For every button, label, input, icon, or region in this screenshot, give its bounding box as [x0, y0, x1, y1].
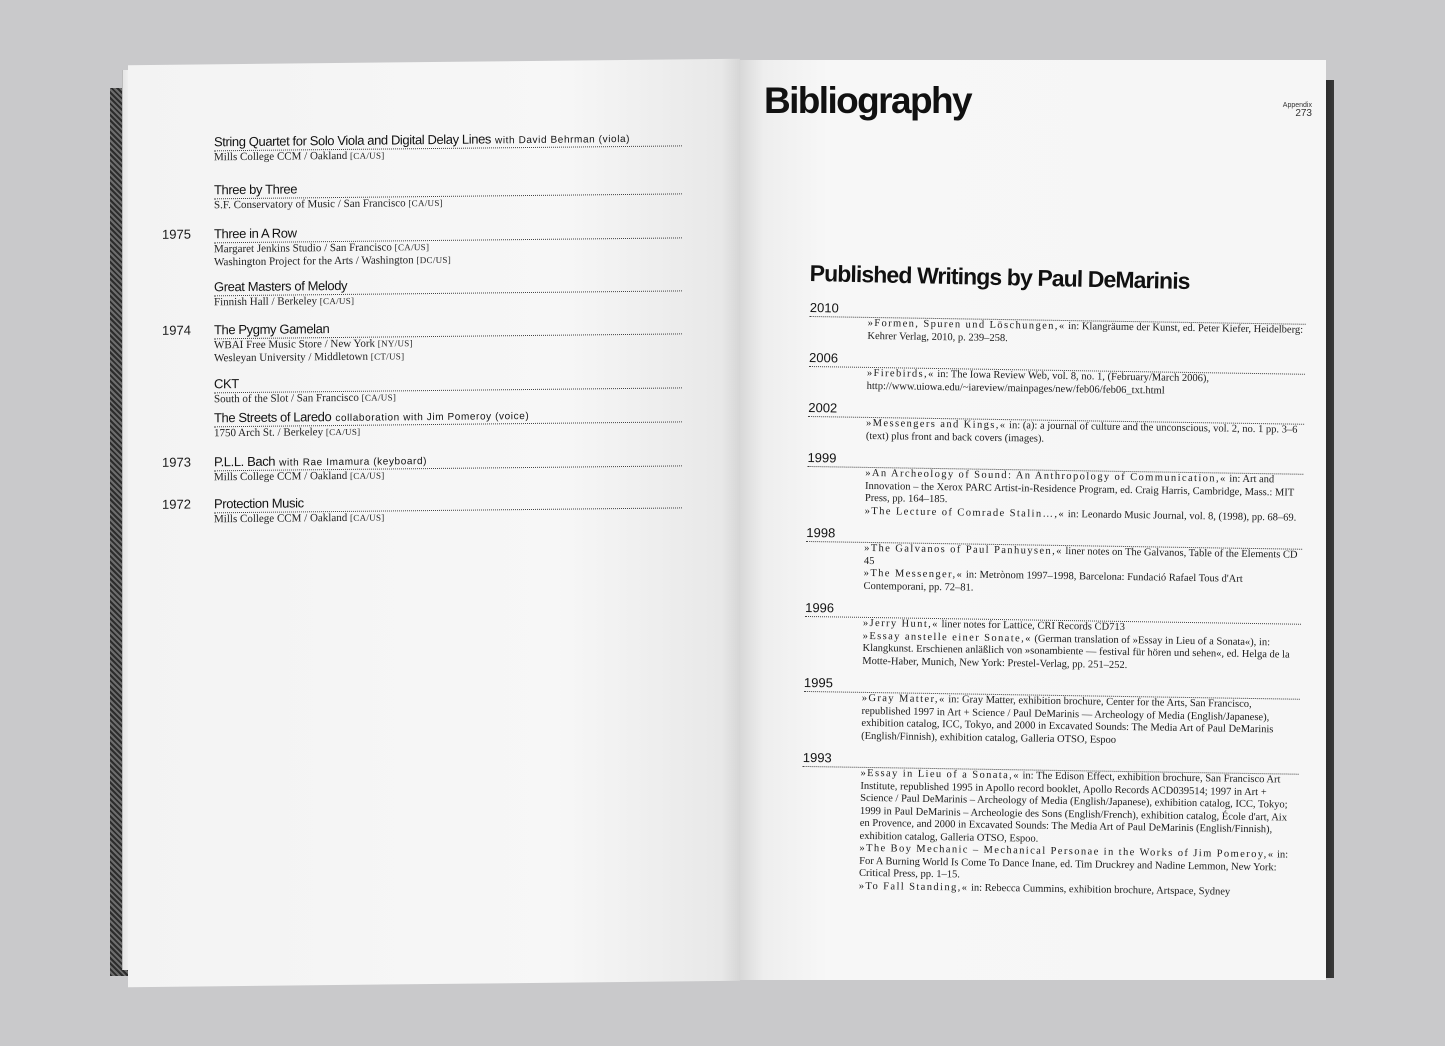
year-heading: 2010: [810, 300, 1306, 325]
entry-title: »An Archeology of Sound: An Anthropology of Communication,«: [865, 467, 1227, 485]
bibliography-entry: [861, 693, 1300, 750]
year-block: [805, 525, 1302, 600]
year-heading: 1999: [807, 450, 1303, 475]
venue-text: Mills College CCM / Oakland: [214, 469, 348, 484]
work-entry: [162, 491, 682, 526]
work-year: 1974: [162, 322, 191, 338]
work-entry: [162, 274, 682, 309]
entry-title: »Messengers and Kings,«: [865, 417, 1007, 432]
bibliography-entry: [859, 768, 1298, 850]
venue-text: South of the Slot / San Francisco: [214, 391, 359, 406]
entry-title: »The Messenger,«: [863, 567, 964, 581]
work-title: P.L.L. Bach: [214, 453, 276, 470]
entry-title: »Essay anstelle einer Sonate,«: [862, 630, 1032, 645]
year-heading: 1993: [803, 750, 1299, 775]
appendix-label: Appendix: [1282, 102, 1312, 109]
venue-region-code: [DC/US]: [416, 254, 452, 266]
entry-title: »Essay in Lieu of a Sonata,«: [860, 767, 1020, 782]
year-heading: 1996: [805, 600, 1301, 625]
venue-region-code: [CT/US]: [370, 351, 405, 362]
work-title: Great Masters of Melody: [214, 277, 348, 295]
year-block: [807, 450, 1304, 525]
entry-title: »The Lecture of Comrade Stalin…,«: [864, 505, 1066, 520]
work-entry: [162, 449, 682, 484]
year-block: [809, 350, 1306, 400]
entry-details: in: Klangräume der Kunst, ed. Peter Kiefer, Heidelberg: Kehrer Verlag, 2010, p. 239–258.: [867, 321, 1304, 344]
year-heading: 2006: [809, 350, 1305, 375]
work-entry: [162, 177, 682, 212]
venue-text: S.F. Conservatory of Music / San Francisco: [214, 197, 406, 212]
page-marker: [1283, 102, 1312, 118]
venue-region-code: [CA/US]: [349, 150, 385, 161]
venue-text: 1750 Arch St. / Berkeley: [214, 426, 324, 440]
venue-region-code: [CA/US]: [349, 512, 385, 523]
work-title: Three by Three: [214, 181, 298, 198]
entry-details: in: The Edison Effect, exhibition brochure, San Francisco Art Institute, republished 1995 in Apollo record booklet, Apollo Records ACD039514; 1997 in Art + Science / Paul DeMarinis – Archeology of Media (English/Japanese), exhibition catalog, ICC, Tokyo; 1999 in Paul DeMarinis – Archeologie des Sons (English/French), exhibition catalog, École d'art, Aix en Provence, and 2000 in Excavated Sounds: The Media Art of Paul DeMarinis (English/Finnish), exhibition catalog, Galleria OTSO, Espoo.: [859, 770, 1288, 845]
work-year: 1972: [162, 496, 191, 512]
page-heading: Bibliography: [764, 80, 971, 121]
work-year: 1973: [162, 454, 191, 470]
venue-text: Washington Project for the Arts / Washington: [214, 254, 414, 269]
entry-title: »Jerry Hunt,«: [862, 617, 939, 631]
left-page: [128, 59, 740, 987]
right-page: [740, 60, 1326, 980]
year-heading: 1995: [804, 675, 1300, 700]
venue-text: Margaret Jenkins Studio / San Francisco: [214, 241, 392, 256]
work-title: The Streets of Laredo: [214, 409, 332, 426]
year-block: [801, 750, 1299, 900]
venue-text: Mills College CCM / Oakland: [214, 511, 348, 526]
venue-text: Finnish Hall / Berkeley: [214, 295, 317, 309]
work-year: 1975: [162, 226, 191, 242]
entry-details: in: Metrònom 1997–1998, Barcelona: Fundació Rafael Tous d'Art Contemporani, pp. 72–81.: [863, 569, 1243, 594]
entry-title: »The Galvanos of Paul Panhuysen,«: [864, 542, 1063, 558]
work-title: Three in A Row: [214, 225, 297, 242]
venue-text: Mills College CCM / Oakland: [214, 149, 348, 164]
entry-details: in: The Iowa Review Web, vol. 8, no. 1, (February/March 2006), http://www.uiowa.edu/~iareview/mainpages/new/feb06/feb06_txt.html: [866, 368, 1210, 397]
entry-details: in: For A Burning World Is Come To Dance Inane, ed. Tim Druckrey and Nadine Lemmon, New York: Critical Press, pp. 1–15.: [858, 849, 1289, 881]
venue-region-code: [CA/US]: [408, 197, 443, 209]
venue-region-code: [CA/US]: [394, 242, 430, 253]
work-title: CKT: [214, 376, 239, 392]
year-block: [809, 300, 1306, 350]
entry-title: »To Fall Standing,«: [858, 880, 969, 894]
year-heading: 1998: [806, 525, 1302, 550]
venue-region-code: [CA/US]: [325, 426, 361, 438]
bibliography-entry: [862, 630, 1301, 674]
work-entry: [162, 371, 682, 406]
entry-title: »The Boy Mechanic – Mechanical Personae in the Works of Jim Pomeroy,«: [859, 842, 1275, 861]
work-title: String Quartet for Solo Viola and Digital Delay Lines: [214, 131, 492, 150]
entry-details: (German translation of »Essay in Lieu of a Sonata«), in: Klangkunst. Erschienen anläßlich von »sonambiente — festival für hören und sehen«, ed. Helga de la Motte-Haber, Munich, New York: Prestel-Verlag, pp. 251–252.: [862, 633, 1290, 671]
year-block: [803, 675, 1300, 750]
entry-details: liner notes on The Galvanos, Table of the Elements CD 45: [863, 546, 1298, 567]
work-collaboration: collaboration with Jim Pomeroy (voice): [335, 411, 530, 425]
work-collaboration: with David Behrman (viola): [495, 133, 631, 147]
section-title: Published Writings by Paul DeMarinis: [809, 260, 1190, 294]
venue-text: Wesleyan University / Middletown: [214, 350, 369, 365]
entry-details: in: (a): a journal of culture and the unconscious, vol. 2, no. 1 pp. 3–6 (text) plus front and back covers (images).: [865, 420, 1298, 445]
year-heading: 2002: [808, 400, 1304, 425]
year-block: [804, 600, 1301, 675]
entry-details: in: Gray Matter, exhibition brochure, Center for the Arts, San Francisco, republished 1997 in Art + Science / Paul DeMarinis — Archeology of Media (English/Japanese), exhibition catalog, ICC, Tokyo, and 2000 in Excavated Sounds: The Media Art of Paul DeMarinis (English/Finnish), exhibition catalog, Galleria OTSO, Espoo: [861, 694, 1274, 746]
venue-text: WBAI Free Music Store / New York: [214, 337, 376, 352]
work-title: The Pygmy Gamelan: [214, 321, 330, 338]
work-entry: [162, 405, 682, 440]
work-title: Protection Music: [214, 495, 304, 512]
work-entry: [162, 317, 682, 365]
work-entry: [162, 129, 682, 164]
work-entry: [162, 221, 682, 269]
entry-details: in: Leonardo Music Journal, vol. 8, (1998), pp. 68–69.: [1065, 508, 1297, 524]
venue-region-code: [CA/US]: [361, 392, 397, 403]
bibliography-list: [801, 300, 1306, 908]
entry-title: »Gray Matter,«: [861, 692, 946, 706]
entry-details: in: Rebecca Cummins, exhibition brochure, Artspace, Sydney: [968, 882, 1231, 898]
entry-title: »Formen, Spuren und Löschungen,«: [867, 317, 1066, 333]
page-number: 273: [1295, 108, 1312, 119]
entry-details: in: Art and Innovation – the Xerox PARC Artist-in-Residence Program, ed. Craig Harris, Cambridge, Mass.: MIT Press, pp. 164–185.: [864, 473, 1295, 506]
year-block: [808, 400, 1305, 450]
venue-region-code: [NY/US]: [377, 338, 413, 349]
work-collaboration: with Rae Imamura (keyboard): [279, 456, 428, 469]
entry-details: liner notes for Lattice, CRI Records CD713: [938, 619, 1125, 633]
venue-region-code: [CA/US]: [349, 470, 385, 481]
entry-title: »Firebirds,«: [866, 367, 935, 380]
venue-region-code: [CA/US]: [319, 295, 355, 307]
